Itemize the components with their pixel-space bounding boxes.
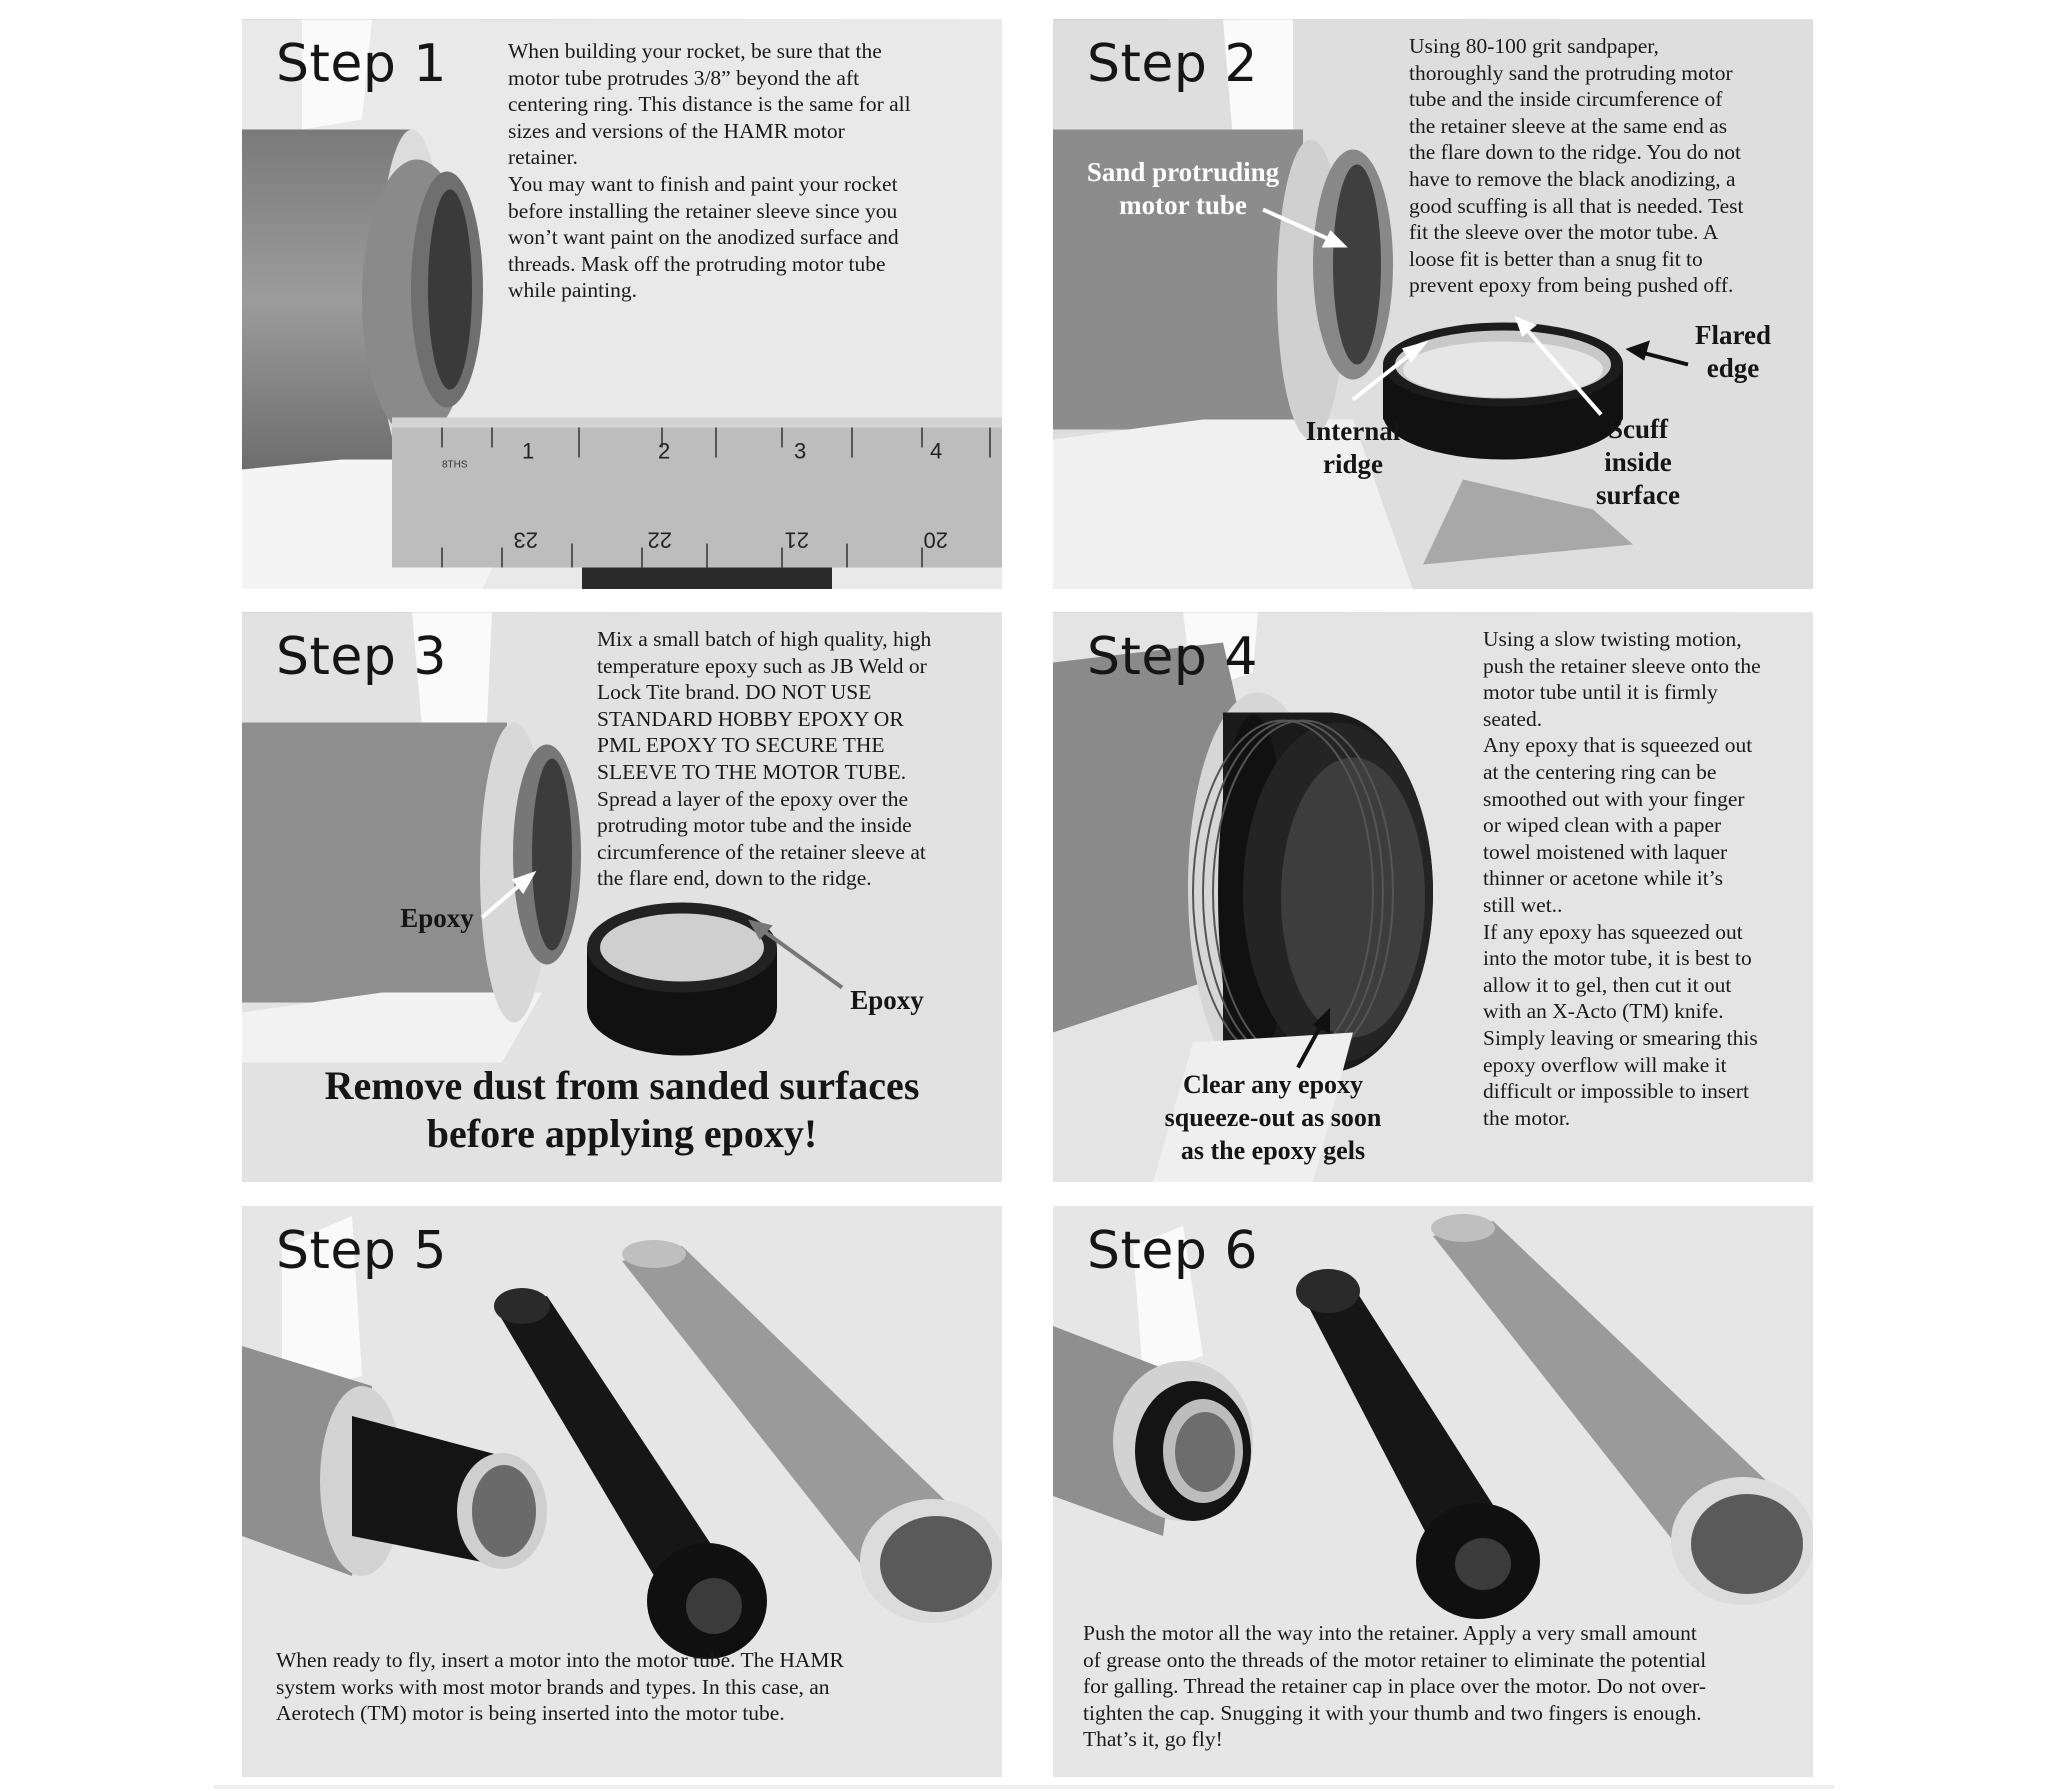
retainer-sleeve bbox=[1193, 713, 1433, 1073]
epoxy-sleeve-callout: Epoxy bbox=[850, 985, 924, 1015]
motor-tube-end bbox=[1333, 165, 1381, 365]
step-instructions: When building your rocket, be sure that the motor tube protrudes 3/8” beyond the aft centering ring. This distance is the same for all sizes and versions of the HAMR motor retainer. You may want to finish and paint your rocket before installing the retainer sleeve since you won’t want paint on the anodized surface and threads. Mask off the protruding motor tube while painting. bbox=[508, 39, 911, 303]
step-instructions: Push the motor all the way into the retainer. Apply a very small amount of grease onto the threads of the motor retainer to eliminate the potential for galling. Thread the retainer cap in place over the motor. Do not over- tighten the cap. Snugging it with your thumb and two fingers is enough. That’s it, go fly! bbox=[1083, 1621, 1707, 1752]
motor-tube-end bbox=[532, 759, 572, 951]
flared-edge-callout: Flared edge bbox=[1695, 320, 1771, 383]
ruler-bottom-number: 21 bbox=[784, 527, 809, 553]
step-4-panel bbox=[1053, 612, 1813, 1182]
ruler-top-number: 4 bbox=[930, 438, 943, 464]
ruler-bottom-number: 20 bbox=[923, 527, 948, 553]
step-title: Step 5 bbox=[276, 1221, 448, 1281]
step-5-panel bbox=[242, 1206, 1002, 1777]
internal-ridge-callout: Internal ridge bbox=[1305, 416, 1401, 479]
ruler bbox=[392, 418, 1002, 568]
ruler-unit-label: 8THS bbox=[442, 459, 468, 471]
step-1-panel bbox=[242, 19, 1002, 589]
epoxy-tube-callout: Epoxy bbox=[400, 903, 474, 933]
ruler-top-number: 1 bbox=[522, 438, 535, 464]
body-tube bbox=[242, 723, 507, 1003]
ruler-top-number: 3 bbox=[794, 438, 807, 464]
page-divider bbox=[214, 1785, 1834, 1789]
clear-epoxy-callout: Clear any epoxy squeeze-out as soon as the epoxy gels bbox=[1164, 1070, 1382, 1165]
step-instructions: Mix a small batch of high quality, high temperature epoxy such as JB Weld or Lock Tite brand. DO NOT USE STANDARD HOBBY EPOXY OR PML EPOXY TO SECURE THE SLEEVE TO THE MOTOR TUBE. Spread a layer of the epoxy over the protruding motor tube and the inside circumference of the retainer sleeve at the flare end, down to the ridge. bbox=[597, 627, 932, 891]
step-3-panel bbox=[242, 612, 1002, 1182]
step-title: Step 3 bbox=[276, 627, 448, 687]
step-title: Step 1 bbox=[276, 34, 448, 94]
step-instructions: Using 80-100 grit sandpaper, thoroughly sand the protruding motor tube and the inside circumference of the retainer sleeve at the same end as the flare down to the ridge. You do not have to remove the black anodizing, a good scuffing is all that is needed. Test fit the sleeve over the motor tube. A loose fit is better than a snug fit to prevent epoxy from being pushed off. bbox=[1409, 34, 1744, 298]
scuff-inside-surface-callout: Scuff inside surface bbox=[1596, 414, 1680, 510]
step-6-panel bbox=[1053, 1206, 1813, 1777]
step-2-panel bbox=[1053, 19, 1813, 589]
retainer-sleeve bbox=[587, 903, 777, 1056]
step-title: Step 6 bbox=[1087, 1221, 1259, 1281]
ruler-bottom-number: 23 bbox=[513, 527, 538, 553]
dust-warning: Remove dust from sanded surfaces before applying epoxy! bbox=[324, 1063, 920, 1156]
step-title: Step 2 bbox=[1087, 34, 1259, 94]
ruler-bottom-number: 22 bbox=[647, 527, 672, 553]
step-title: Step 4 bbox=[1087, 627, 1259, 687]
step-instructions: Using a slow twisting motion, push the retainer sleeve onto the motor tube until it is firmly seated. Any epoxy that is squeezed out at the centering ring can be smoothed out with your finger or wiped clean with a paper towel moistened with laquer thinner or acetone while it’s still wet.. If any epoxy has squeezed out into the motor tube, it is best to allow it to gel, then cut it out with an X-Acto (TM) knife. Simply leaving or smearing this epoxy overflow will make it difficult or impossible to insert the motor. bbox=[1483, 627, 1761, 1130]
step-instructions: When ready to fly, insert a motor into the motor tube. The HAMR system works with most motor brands and types. In this case, an Aerotech (TM) motor is being inserted into the motor tube. bbox=[276, 1648, 844, 1726]
sand-motor-tube-callout: Sand protruding motor tube bbox=[1086, 157, 1280, 220]
retainer-cap bbox=[1135, 1381, 1251, 1521]
ruler-top-number: 2 bbox=[658, 438, 671, 464]
